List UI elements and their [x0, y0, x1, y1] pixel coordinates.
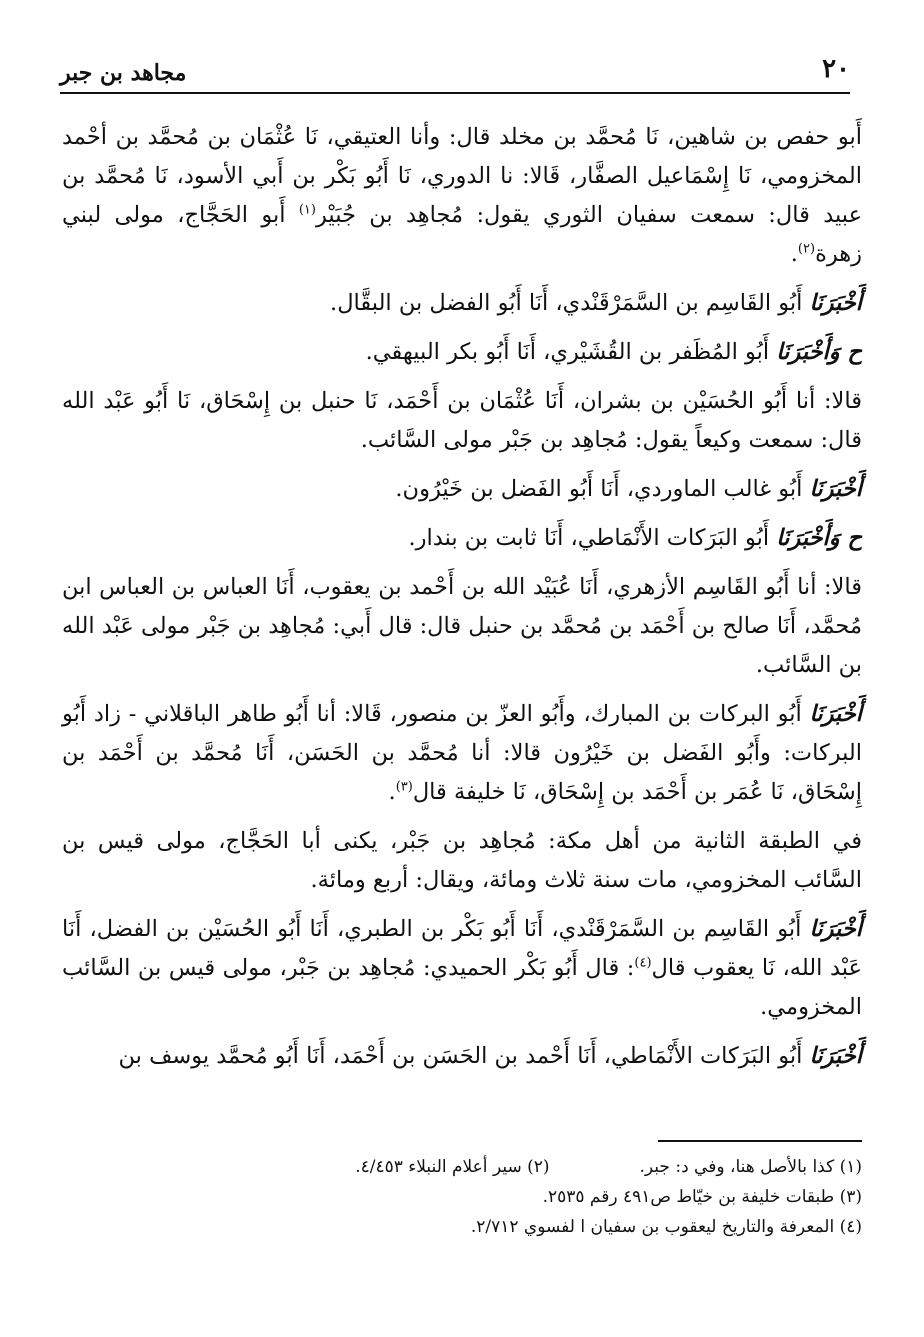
isnad-lead: أَخْبَرَنَا [809, 476, 862, 502]
isnad-lead: أَخْبَرَنَا [776, 525, 829, 551]
page-header [60, 52, 850, 94]
paragraph-text: أَبُو البَرَكات الأَنْمَاطي، أَنَا أَحْمد بن الحَسَن بن أَحْمَد، أَنَا أَبُو مُحمَّد يوسف بن [118, 1043, 810, 1069]
paragraph-2 [62, 284, 862, 323]
footnote-4: (٤) المعرفة والتاريخ ليعقوب بن سفيان ا لفسوي ٢/٧١٢. [470, 1217, 862, 1237]
isnad-lead: أَخْبَرَنَا [809, 701, 862, 727]
footnote-ref-1[interactable]: (١) [298, 202, 316, 218]
isnad-prefix: ح وَ [828, 525, 862, 551]
footnote-divider [658, 1140, 862, 1142]
footnotes [62, 1152, 862, 1242]
paragraph-text: أَبُو المُظَفر بن القُشَيْري، أَنَا أَبُو بكر البيهقي. [365, 339, 777, 365]
paragraph-text: . [388, 779, 396, 805]
main-text [62, 118, 862, 1086]
paragraph-text: أَبو الحَجَّاج، مولى لبني زهرة [62, 202, 862, 267]
paragraph-text: قالا: أنا أَبُو الحُسَيْن بن بشران، أَنَا عُثْمَان بن أَحْمَد، نَا حنبل بن إِسْحَاق، نَا أَبُو عَبْد الله قال: سمعت وكيعاً يقول: مُجاهِد بن جَبْر مولى السَّائب. [62, 388, 862, 453]
paragraph-11 [62, 1037, 862, 1076]
paragraph-text: في الطبقة الثانية من أهل مكة: مُجاهِد بن جَبْر، يكنى أبا الحَجَّاج، مولى قيس بن السَّائب المخزومي، مات سنة ثلاث ومائة، ويقال: أربع ومائة. [62, 828, 862, 893]
paragraph-text: قالا: أنا أَبُو القَاسِم الأزهري، أَنَا عُبَيْد الله بن أَحْمد بن يعقوب، أَنَا العباس بن العباس ابن مُحمَّد، أَنَا صالح بن أَحْمَد بن مُحمَّد بن حنبل قال: قال أَبي: مُجاهِد بن جَبْر مولى عَبْد الله بن السَّائب. [62, 574, 862, 678]
paragraph-5 [62, 470, 862, 509]
footnote-ref-4[interactable]: (٤) [634, 955, 652, 971]
isnad-lead: أَخْبَرَنَا [809, 1043, 862, 1069]
paragraph-3 [62, 333, 862, 372]
footnote-1: (١) كذا بالأصل هنا، وفي د: جبر. [639, 1157, 862, 1177]
paragraph-7 [62, 568, 862, 685]
footnote-ref-3[interactable]: (٣) [395, 779, 413, 795]
paragraph-text: أَبو حفص بن شاهين، نَا مُحمَّد بن مخلد قال: وأنا العتيقي، نَا عُثْمَان بن مُحمَّد بن أحْمد المخزومي، نَا إِسْمَاعيل الصفَّار، قَالا: نا الدوري، نَا أَبُو بَكْر بن أَبي الأسود، نَا مُحمَّد بن عبيد قال: سمعت سفيان الثوري يقول: مُجاهِد بن جُبَيْر [62, 124, 863, 228]
paragraph-1 [62, 118, 862, 274]
paragraph-text: . [790, 241, 798, 267]
paragraph-text: : قال أَبُو بَكْر الحميدي: مُجاهِد بن جَبْر، مولى قيس بن السَّائب المخزومي. [62, 955, 862, 1020]
isnad-prefix: ح وَ [828, 339, 862, 365]
paragraph-text: أَبُو القَاسِم بن السَّمَرْقَنْدي، أَنَا أَبُو بَكْر بن الطبري، أَنَا أَبُو الحُسَيْن بن الفضل، أَنَا عَبْد الله، نَا يعقوب قال [62, 916, 862, 981]
isnad-lead: أَخْبَرَنَا [809, 916, 862, 942]
footnote-row [62, 1152, 862, 1182]
footnote-2: (٢) سير أعلام النبلاء ٤/٤٥٣. [355, 1157, 550, 1177]
paragraph-8 [62, 695, 862, 812]
isnad-lead: أَخْبَرَنَا [809, 290, 862, 316]
paragraph-text: أَبُو غالب الماوردي، أَنَا أَبُو الفَضل بن خَيْرُون. [395, 476, 810, 502]
page-number: ٢٠ [822, 54, 850, 84]
running-title: مجاهد بن جبر [60, 60, 187, 86]
paragraph-9 [62, 822, 862, 900]
paragraph-10 [62, 910, 862, 1027]
paragraph-text: أَبُو القَاسِم بن السَّمَرْقَنْدي، أَنَا أَبُو الفضل بن البقَّال. [330, 290, 810, 316]
paragraph-4 [62, 382, 862, 460]
paragraph-text: أَبُو البَرَكات الأَنْمَاطي، أَنَا ثابت بن بندار. [408, 525, 777, 551]
paragraph-text: أَبُو البركات بن المبارك، وأَبُو العزّ بن منصور، قَالا: أنا أَبُو طاهر الباقلاني - زاد أَبُو البركات: وأَبُو الفَضل بن خَيْرُون قالا: أنا مُحمَّد بن الحَسَن، أَنَا مُحمَّد بن أَحْمَد بن إِسْحَاق، نَا عُمَر بن أَحْمَد بن إِسْحَاق، نَا خليفة قال [62, 701, 862, 805]
isnad-lead: أَخْبَرَنَا [776, 339, 829, 365]
paragraph-6 [62, 519, 862, 558]
footnote-3: (٣) طبقات خليفة بن خيّاط ص٤٩١ رقم ٢٥٣٥. [542, 1187, 862, 1207]
footnote-ref-2[interactable]: (٢) [797, 241, 816, 257]
